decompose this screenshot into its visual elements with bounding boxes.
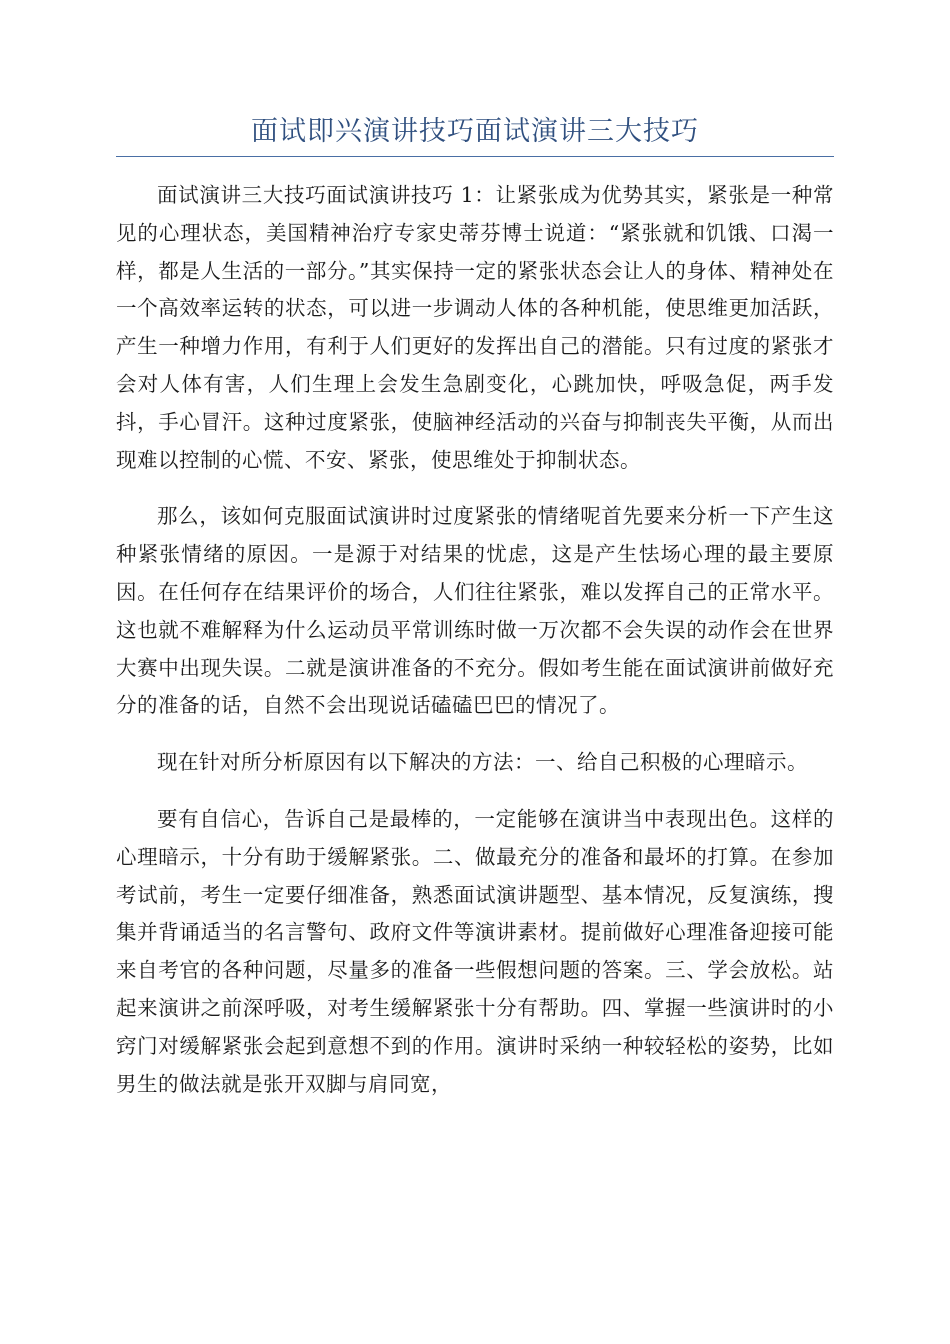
title-underline — [116, 156, 834, 157]
paragraph-4: 要有自信心，告诉自己是最棒的，一定能够在演讲当中表现出色。这样的心理暗示，十分有助于缓解紧张。二、做最充分的准备和最坏的打算。在参加考试前，考生一定要仔细准备，熟悉面试演讲题型、基本情况，反复演练，搜集并背诵适当的名言警句、政府文件等演讲素材。提前做好心理准备迎接可能来自考官的各种问题，尽量多的准备一些假想问题的答案。三、学会放松。站起来演讲之前深呼吸，对考生缓解紧张十分有帮助。四、掌握一些演讲时的小窍门对缓解紧张会起到意想不到的作用。演讲时采纳一种较轻松的姿势，比如男生的做法就是张开双脚与肩同宽， — [116, 806, 834, 1096]
paragraph-2: 那么，该如何克服面试演讲时过度紧张的情绪呢首先要来分析一下产生这种紧张情绪的原因。一是源于对结果的忧虑，这是产生怯场心理的最主要原因。在任何存在结果评价的场合，人们往往紧张，难以发挥自己的正常水平。这也就不难解释为什么运动员平常训练时做一万次都不会失误的动作会在世界大赛中出现失误。二就是演讲准备的不充分。假如考生能在面试演讲前做好充分的准备的话，自然不会出现说话磕磕巴巴的情况了。 — [116, 504, 834, 718]
document-title: 面试即兴演讲技巧面试演讲三大技巧 — [251, 116, 699, 147]
document-page — [116, 0, 834, 1122]
paragraph-3: 现在针对所分析原因有以下解决的方法：一、给自己积极的心理暗示。 — [157, 750, 808, 775]
paragraph-1: 面试演讲三大技巧面试演讲技巧 1：让紧张成为优势其实，紧张是一种常见的心理状态，美国精神治疗专家史蒂芬博士说道：“紧张就和饥饿、口渴一样，都是人生活的一部分。”其实保持一定的紧张状态会让人的身体、精神处在一个高效率运转的状态，可以进一步调动人体的各种机能，使思维更加活跃，产生一种增力作用，有利于人们更好的发挥出自己的潜能。只有过度的紧张才会对人体有害，人们生理上会发生急剧变化，心跳加快，呼吸急促，两手发抖，手心冒汗。这种过度紧张，使脑神经活动的兴奋与抑制丧失平衡，从而出现难以控制的心慌、不安、紧张，使思维处于抑制状态。 — [116, 183, 834, 472]
document-body — [116, 177, 834, 1103]
